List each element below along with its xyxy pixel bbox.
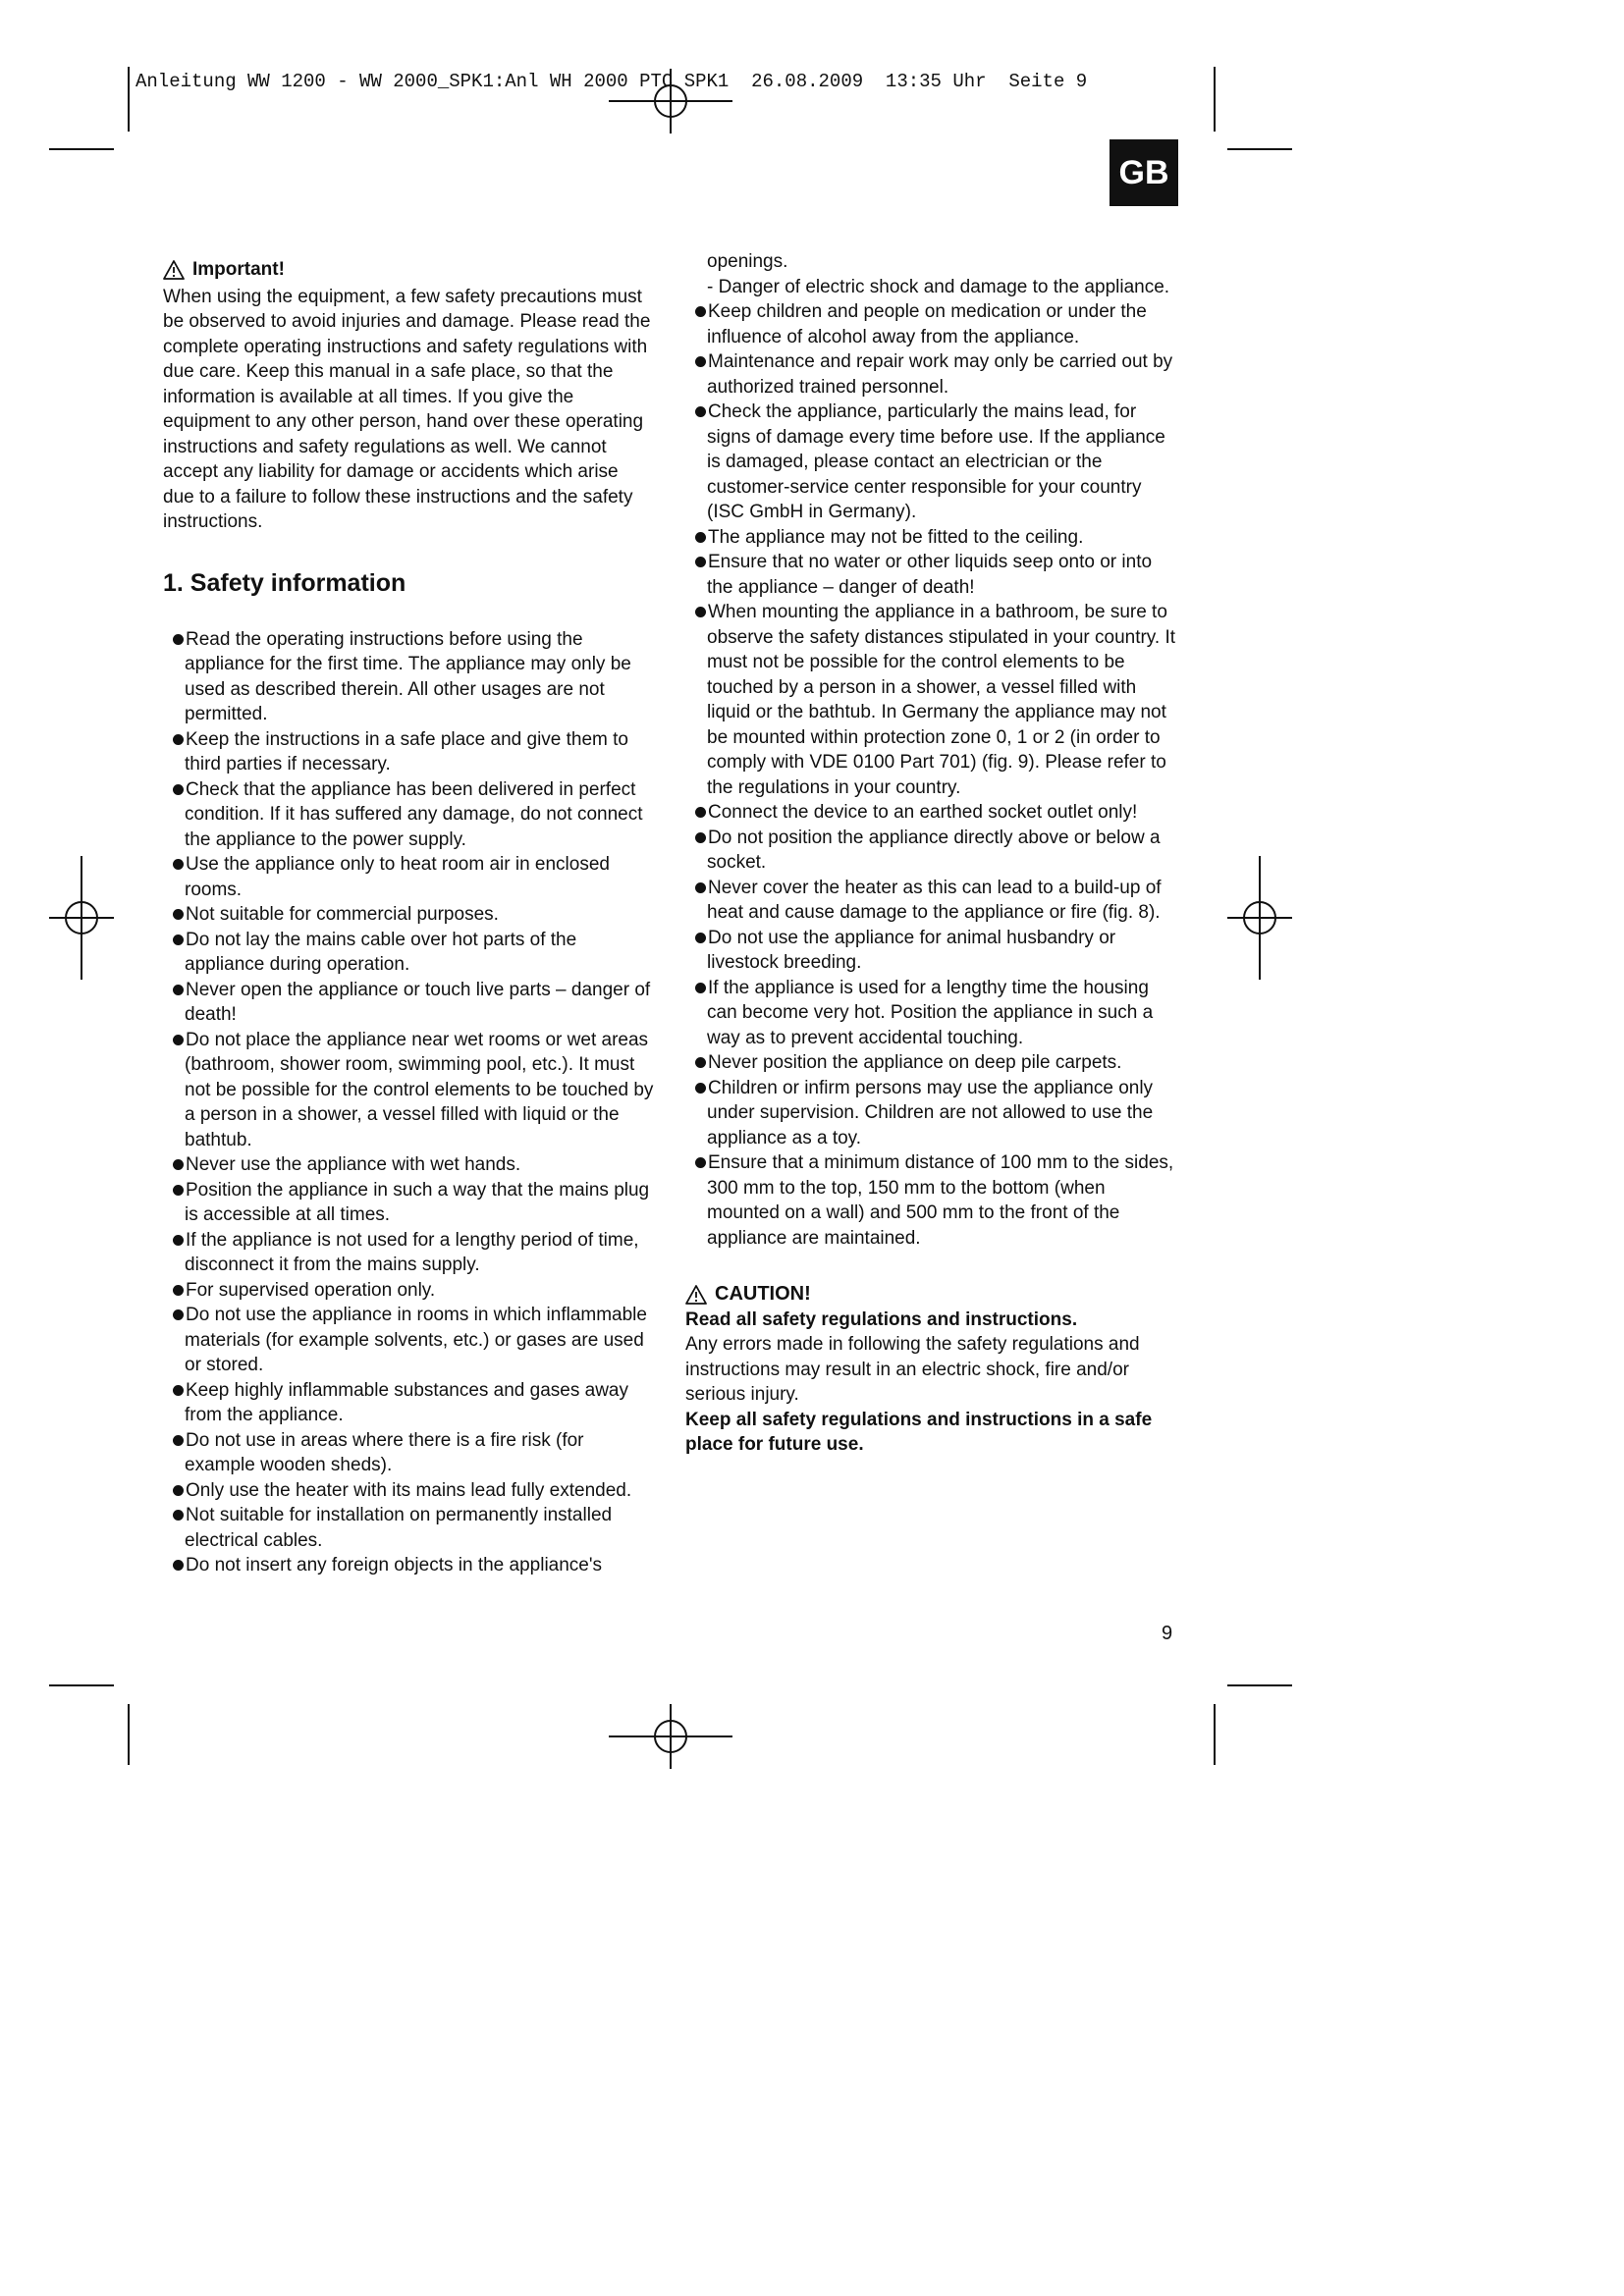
list-item: Do not use the appliance for animal husbandry or livestock breeding.	[685, 926, 1178, 976]
list-item: Keep the instructions in a safe place and give them to third parties if necessary.	[163, 727, 654, 777]
caution-line-2: Keep all safety regulations and instructions in a safe place for future use.	[685, 1409, 1153, 1455]
bullet-icon	[173, 859, 184, 870]
list-item: Use the appliance only to heat room air in enclosed rooms.	[163, 852, 654, 902]
list-item: Do not position the appliance directly above or below a socket.	[685, 826, 1178, 876]
bullet-icon	[173, 1435, 184, 1446]
bullet-icon	[173, 1560, 184, 1571]
bullet-icon	[173, 1385, 184, 1396]
right-bullet-list	[685, 299, 1178, 1251]
bullet-icon	[173, 934, 184, 945]
list-item: Read the operating instructions before using the appliance for the first time. The appliance may only be used as described therein. All other usages are not permitted.	[163, 627, 654, 727]
important-heading	[163, 257, 654, 283]
list-item: Check that the appliance has been delivered in perfect condition. If it has suffered any damage, do not connect the appliance to the power supply.	[163, 777, 654, 853]
bullet-icon	[173, 1035, 184, 1045]
bullet-icon	[173, 1235, 184, 1246]
bullet-icon	[695, 1083, 706, 1094]
registration-mark-bottom	[609, 1704, 732, 1769]
continuation-text: - Danger of electric shock and damage to the appliance.	[707, 276, 1170, 297]
list-item: Position the appliance in such a way that the mains plug is accessible at all times.	[163, 1178, 654, 1228]
bullet-icon	[695, 933, 706, 943]
list-item: Do not place the appliance near wet rooms or wet areas (bathroom, shower room, swimming pool, etc.). It must not be possible for the control elements to be touched by a person in a shower, a vessel filled with liquid or the bathtub.	[163, 1028, 654, 1153]
bullet-icon	[173, 784, 184, 795]
list-item: Do not use in areas where there is a fire risk (for example wooden sheds).	[163, 1428, 654, 1478]
list-item: If the appliance is used for a lengthy time the housing can become very hot. Position the appliance in such a way as to prevent accidental touching.	[685, 976, 1178, 1051]
page-number: 9	[1162, 1623, 1173, 1644]
caution-title: CAUTION!	[715, 1283, 811, 1305]
bullet-icon	[173, 1485, 184, 1496]
list-item: Never open the appliance or touch live parts – danger of death!	[163, 978, 654, 1028]
language-badge: GB	[1110, 139, 1178, 206]
crop-mark-v-bottom-left	[128, 1704, 130, 1765]
bullet-icon	[173, 1159, 184, 1170]
list-item: Maintenance and repair work may only be carried out by authorized trained personnel.	[685, 349, 1178, 400]
bullet-icon	[695, 807, 706, 818]
caution-text: Any errors made in following the safety regulations and instructions may result in an electric shock, fire and/or serious injury.	[685, 1334, 1140, 1405]
crop-mark-v-top-left	[128, 67, 130, 132]
caution-line-1: Read all safety regulations and instructions.	[685, 1308, 1078, 1330]
crop-mark-h-bottom-right	[1227, 1684, 1292, 1686]
list-item: When mounting the appliance in a bathroom, be sure to observe the safety distances stipulated in your country. It must not be possible for the control elements to be touched by a person in a shower, a vessel filled with liquid or the bathtub. In Germany the appliance may not be mounted within protection zone 0, 1 or 2 (in order to comply with VDE 0100 Part 701) (fig. 9). Please refer to the regulations in your country.	[685, 600, 1178, 800]
warning-icon	[163, 260, 185, 280]
bullet-icon	[695, 607, 706, 617]
list-item: Children or infirm persons may use the appliance only under supervision. Children are not allowed to use the appliance as a toy.	[685, 1076, 1178, 1151]
crop-mark-v-bottom-right	[1214, 1704, 1216, 1765]
caution-heading	[685, 1282, 1178, 1308]
crop-mark-h-bottom-left	[49, 1684, 114, 1686]
list-item: Only use the heater with its mains lead fully extended.	[163, 1478, 654, 1504]
left-bullet-list	[163, 627, 654, 1578]
list-item: Ensure that no water or other liquids seep onto or into the appliance – danger of death!	[685, 550, 1178, 600]
bullet-icon	[695, 406, 706, 417]
crop-mark-h-top-left	[49, 148, 114, 150]
bullet-icon	[695, 532, 706, 543]
bullet-icon	[173, 1510, 184, 1521]
bullet-icon	[173, 734, 184, 745]
bullet-icon	[173, 1309, 184, 1320]
continuation-line: openings.	[707, 251, 788, 272]
registration-mark-top	[609, 69, 732, 133]
print-header: Anleitung WW 1200 - WW 2000_SPK1:Anl WH 2000 PTC SPK1 26.08.2009 13:35 Uhr Seite 9	[135, 71, 1088, 92]
list-item: Never position the appliance on deep pile carpets.	[685, 1050, 1178, 1076]
list-item: Keep children and people on medication or under the influence of alcohol away from the appliance.	[685, 299, 1178, 349]
list-item: Not suitable for installation on permanently installed electrical cables.	[163, 1503, 654, 1553]
bullet-icon	[695, 356, 706, 367]
bullet-icon	[695, 1157, 706, 1168]
bullet-icon	[173, 985, 184, 995]
list-item: Not suitable for commercial purposes.	[163, 902, 654, 928]
list-item: Check the appliance, particularly the mains lead, for signs of damage every time before use. If the appliance is damaged, please contact an electrician or the customer-service center responsible for your country (ISC GmbH in Germany).	[685, 400, 1178, 525]
bullet-icon	[173, 909, 184, 920]
bullet-icon	[695, 306, 706, 317]
list-item: Do not insert any foreign objects in the appliance's	[163, 1553, 654, 1578]
crop-mark-v-top-right	[1214, 67, 1216, 132]
list-item: The appliance may not be fitted to the ceiling.	[685, 525, 1178, 551]
warning-icon	[685, 1285, 707, 1305]
list-item: Do not lay the mains cable over hot parts of the appliance during operation.	[163, 928, 654, 978]
left-column	[163, 257, 654, 1578]
list-item: Ensure that a minimum distance of 100 mm to the sides, 300 mm to the top, 150 mm to the bottom (when mounted on a wall) and 500 mm to the front of the appliance are maintained.	[685, 1150, 1178, 1251]
section-heading: 1. Safety information	[163, 568, 406, 597]
bullet-icon	[695, 983, 706, 993]
list-item: Never use the appliance with wet hands.	[163, 1152, 654, 1178]
right-column	[685, 249, 1178, 1458]
bullet-icon	[173, 1185, 184, 1196]
bullet-icon	[695, 882, 706, 893]
bullet-icon	[695, 832, 706, 843]
list-item: If the appliance is not used for a lengthy period of time, disconnect it from the mains supply.	[163, 1228, 654, 1278]
important-text: When using the equipment, a few safety precautions must be observed to avoid injuries and damage. Please read the complete operating instructions and safety regulations with due care. Keep this manual in a safe place, so that the information is available at all times. If you give the equipment to any other person, hand over these operating instructions and safety regulations as well. We cannot accept any liability for damage or accidents which arise due to a failure to follow these instructions and the safety instructions.	[163, 286, 651, 532]
list-item: Do not use the appliance in rooms in which inflammable materials (for example solvents, etc.) or gases are used or stored.	[163, 1303, 654, 1378]
list-item: Connect the device to an earthed socket outlet only!	[685, 800, 1178, 826]
important-title: Important!	[192, 259, 285, 280]
bullet-icon	[173, 634, 184, 645]
list-item: For supervised operation only.	[163, 1278, 654, 1304]
registration-mark-right	[1227, 856, 1292, 980]
list-item: Never cover the heater as this can lead to a build-up of heat and cause damage to the appliance or fire (fig. 8).	[685, 876, 1178, 926]
crop-mark-h-top-right	[1227, 148, 1292, 150]
bullet-icon	[173, 1285, 184, 1296]
registration-mark-left	[49, 856, 114, 980]
list-item: Keep highly inflammable substances and gases away from the appliance.	[163, 1378, 654, 1428]
bullet-icon	[695, 1057, 706, 1068]
bullet-icon	[695, 557, 706, 567]
